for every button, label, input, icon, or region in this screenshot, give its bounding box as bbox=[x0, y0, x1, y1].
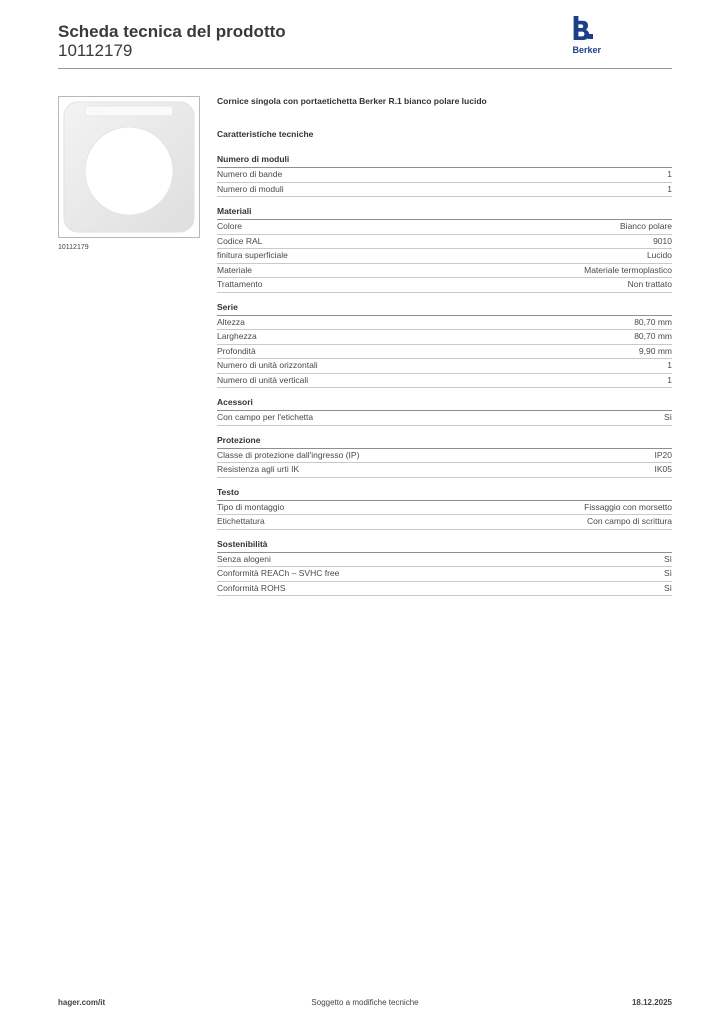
section-title: Materiali bbox=[217, 206, 672, 220]
spec-label: Conformità REACh – SVHC free bbox=[217, 568, 340, 578]
spec-value: 80,70 mm bbox=[634, 331, 672, 341]
spec-row bbox=[217, 316, 672, 331]
spec-label: Numero di moduli bbox=[217, 183, 284, 194]
spec-value: Bianco polare bbox=[620, 221, 672, 231]
spec-value: Con campo di scrittura bbox=[586, 516, 672, 526]
spec-section bbox=[217, 487, 672, 530]
spec-label: Numero di bande bbox=[217, 169, 283, 179]
spec-value: 9010 bbox=[653, 235, 672, 246]
spec-row bbox=[217, 582, 672, 597]
specs-heading: Caratteristiche tecniche bbox=[217, 129, 314, 139]
footer-note: Soggetto a modifiche tecniche bbox=[311, 998, 419, 1007]
spec-row bbox=[217, 249, 672, 264]
spec-value: 1 bbox=[667, 360, 672, 370]
section-title: Serie bbox=[217, 302, 672, 316]
spec-row bbox=[217, 463, 672, 478]
brand-name: Berker bbox=[572, 45, 601, 55]
spec-content bbox=[217, 96, 672, 596]
spec-section bbox=[217, 397, 672, 426]
spec-label: Materiale bbox=[217, 264, 252, 275]
spec-label: Classe di protezione dall'ingresso (IP) bbox=[217, 449, 360, 460]
image-caption: 10112179 bbox=[58, 244, 89, 251]
spec-row bbox=[217, 515, 672, 530]
spec-label: Tipo di montaggio bbox=[217, 501, 285, 512]
spec-row bbox=[217, 278, 672, 293]
spec-row bbox=[217, 567, 672, 582]
product-image bbox=[58, 96, 200, 238]
spec-label: Larghezza bbox=[217, 331, 257, 341]
spec-label: Con campo per l'etichetta bbox=[217, 412, 314, 422]
product-name: Cornice singola con portaetichetta Berker R.1 bianco polare lucido bbox=[217, 96, 487, 106]
spec-value: Materiale termoplastico bbox=[584, 264, 672, 275]
spec-value: Sì bbox=[663, 553, 672, 564]
header-divider bbox=[58, 68, 672, 69]
spec-value: IK05 bbox=[654, 464, 672, 474]
spec-label: Etichettatura bbox=[217, 516, 265, 526]
footer-website: hager.com/it bbox=[58, 998, 106, 1007]
page-title: Scheda tecnica del prodotto bbox=[58, 22, 286, 41]
page-header bbox=[58, 20, 672, 70]
spec-value: 9,90 mm bbox=[638, 345, 672, 356]
spec-row bbox=[217, 168, 672, 183]
spec-value: 1 bbox=[667, 374, 672, 385]
spec-value: Lucido bbox=[646, 250, 672, 260]
spec-label: Conformità ROHS bbox=[217, 582, 286, 593]
footer-date: 18.12.2025 bbox=[631, 998, 672, 1007]
spec-label: Numero di unità verticali bbox=[217, 374, 309, 385]
spec-sections bbox=[217, 154, 672, 596]
spec-label: Trattamento bbox=[217, 279, 263, 289]
spec-row bbox=[217, 359, 672, 374]
spec-row bbox=[217, 264, 672, 279]
spec-label: Senza alogeni bbox=[217, 553, 271, 564]
spec-value: Sì bbox=[663, 582, 672, 593]
spec-value: Fissaggio con morsetto bbox=[584, 501, 672, 512]
spec-section bbox=[217, 302, 672, 389]
section-title: Testo bbox=[217, 487, 672, 501]
spec-section bbox=[217, 154, 672, 197]
spec-label: Altezza bbox=[217, 316, 245, 327]
spec-row bbox=[217, 183, 672, 198]
spec-label: finitura superficiale bbox=[217, 250, 288, 260]
spec-value: 80,70 mm bbox=[634, 316, 672, 327]
spec-value: Sì bbox=[663, 412, 672, 422]
spec-value: Sì bbox=[663, 568, 672, 578]
spec-row bbox=[217, 220, 672, 235]
product-code: 10112179 bbox=[58, 41, 133, 60]
frame-illustration bbox=[59, 97, 199, 237]
spec-value: Non trattato bbox=[627, 279, 672, 289]
spec-row bbox=[217, 374, 672, 389]
spec-row bbox=[217, 235, 672, 250]
spec-row bbox=[217, 411, 672, 426]
section-title: Sostenibilità bbox=[217, 539, 672, 553]
spec-section bbox=[217, 539, 672, 597]
spec-row bbox=[217, 345, 672, 360]
spec-section bbox=[217, 435, 672, 478]
spec-value: 1 bbox=[667, 169, 672, 179]
spec-label: Resistenza agli urti IK bbox=[217, 464, 300, 474]
spec-row bbox=[217, 553, 672, 568]
spec-row bbox=[217, 501, 672, 516]
spec-label: Numero di unità orizzontali bbox=[217, 360, 318, 370]
spec-section bbox=[217, 206, 672, 293]
section-title: Acessori bbox=[217, 397, 672, 411]
spec-label: Colore bbox=[217, 221, 243, 231]
spec-label: Codice RAL bbox=[217, 235, 263, 246]
section-title: Protezione bbox=[217, 435, 672, 449]
spec-label: Profondità bbox=[217, 345, 256, 356]
spec-row bbox=[217, 449, 672, 464]
section-title: Numero di moduli bbox=[217, 154, 672, 168]
spec-value: 1 bbox=[667, 183, 672, 194]
spec-row bbox=[217, 330, 672, 345]
spec-value: IP20 bbox=[654, 449, 672, 460]
